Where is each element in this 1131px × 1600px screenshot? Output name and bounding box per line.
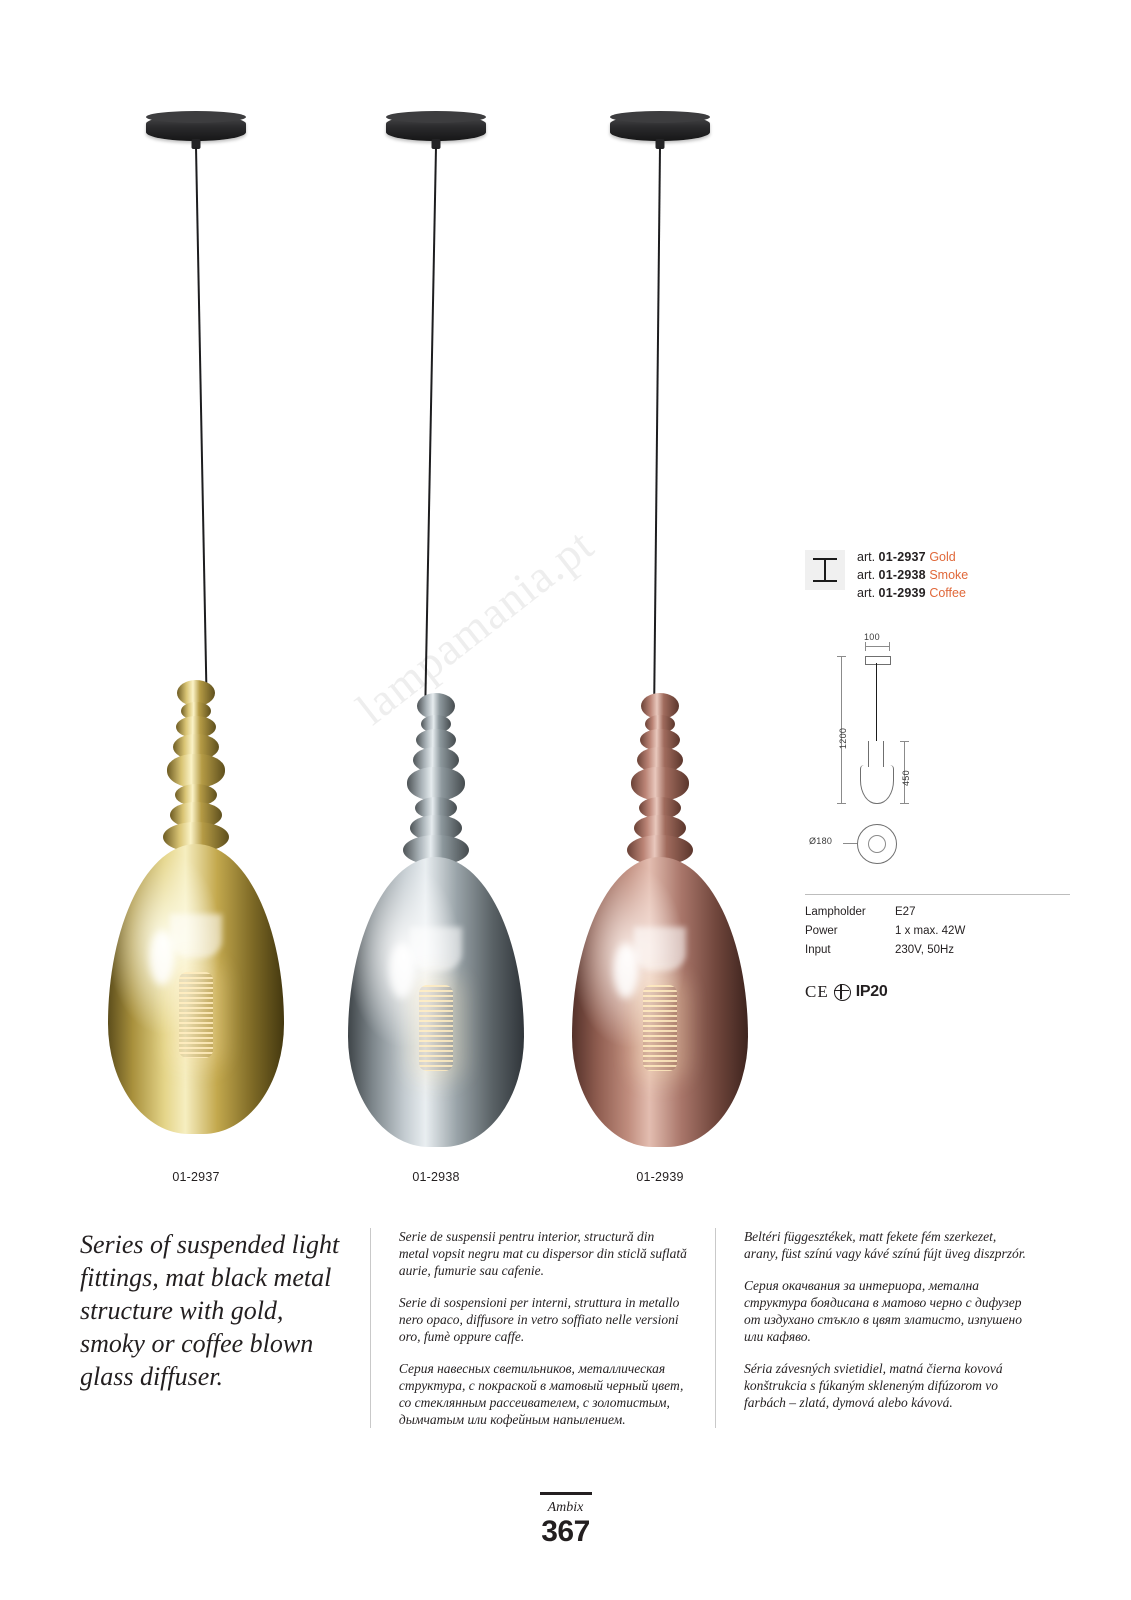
page-footer — [0, 1492, 1131, 1548]
article-row[interactable] — [857, 548, 1085, 566]
paragraph-bg: Серия окачвания за интериора, метална структура боядисана в матово черно с дифузер от издухано стъкло в цвят златисто, изпушено или кафяво. — [743, 1278, 1022, 1344]
description-col-hu-bg-sk — [715, 1228, 1060, 1428]
product-photo-smoke — [316, 95, 556, 1185]
photo-code-label: 01-2939 — [636, 1170, 684, 1184]
canopy — [146, 115, 246, 141]
description-col-ro-it-ru — [370, 1228, 715, 1428]
spec-table — [805, 894, 1070, 960]
glass-neck — [413, 693, 459, 863]
article-row[interactable] — [857, 566, 1085, 584]
glass-bowl — [348, 857, 524, 1147]
art-code: 01-2939 — [878, 586, 926, 600]
spec-key: Power — [805, 925, 838, 937]
ceiling-mount-icon — [805, 550, 845, 590]
art-code: 01-2937 — [878, 550, 926, 564]
suspension-cord — [653, 147, 661, 707]
footer-rule — [540, 1492, 592, 1495]
paragraph-ru: Серия навесных светильников, металлическая структура, с покраской в матовый черный цвет, со стеклянным рассеивателем, с золотистым, дымчатым или кофейным напылением. — [398, 1361, 684, 1427]
photo-code-label: 01-2937 — [172, 1170, 220, 1184]
art-finish: Gold — [929, 550, 956, 564]
ce-mark: CE — [805, 982, 829, 1001]
article-row[interactable] — [857, 584, 1085, 602]
drawing-plan-view — [857, 824, 897, 864]
dim-shade-height: 450 — [901, 770, 911, 786]
suspension-cord — [424, 147, 437, 707]
art-finish: Coffee — [929, 586, 966, 600]
spec-key: Input — [805, 944, 831, 956]
paragraph-ro: Serie de suspensii pentru interior, structură din metal vopsit negru mat cu dispersor din sticlă suflată aurie, fumurie sau cafenie. — [398, 1229, 687, 1278]
suspension-cord — [195, 147, 207, 692]
class-ii-globe-icon — [834, 984, 851, 1001]
filament-bulb — [643, 985, 677, 1071]
spec-row — [805, 903, 1070, 922]
glass-diffuser — [101, 680, 291, 1134]
paragraph-hu: Beltéri függesztékek, matt fekete fém szerkezet, arany, füst színú vagy kávé színú fújt üveg diszprzór. — [743, 1229, 1026, 1261]
headline-text: Series of suspended light fittings, mat black metal structure with gold, smoky or coffee blown glass diffuser. — [80, 1230, 340, 1391]
dimension-drawing — [805, 634, 1075, 884]
dim-canopy-width: 100 — [864, 632, 880, 642]
glass-diffuser — [341, 693, 531, 1147]
spec-value: 230V, 50Hz — [895, 944, 955, 956]
product-image-group — [60, 95, 780, 1185]
photo-code-label: 01-2938 — [412, 1170, 460, 1184]
canopy — [386, 115, 486, 141]
product-photo-coffee — [540, 95, 780, 1185]
spec-column — [805, 548, 1085, 1002]
art-prefix: art. — [857, 550, 876, 564]
glass-bowl — [572, 857, 748, 1147]
article-list — [805, 548, 1085, 604]
certification-marks — [805, 982, 1085, 1002]
ip-rating: IP20 — [855, 983, 888, 1000]
glass-bowl — [108, 844, 284, 1134]
glass-neck — [637, 693, 683, 863]
product-photo-gold — [76, 95, 316, 1185]
paragraph-sk: Séria závesných svietidiel, matná čierna kovová konštrukcia s fúkaným skleneným difúzorom vo farbách – zlatá, dymová alebo kávová. — [743, 1361, 1003, 1410]
paragraph-it: Serie di sospensioni per interni, struttura in metallo nero opaco, diffusore in vetro soffiato nelle versioni oro, fumè oppure caffe. — [398, 1295, 680, 1344]
art-code: 01-2938 — [878, 568, 926, 582]
spec-value: E27 — [895, 906, 916, 918]
spec-value: 1 x max. 42W — [895, 925, 966, 937]
drawing-canopy — [865, 656, 891, 665]
spec-key: Lampholder — [805, 906, 866, 918]
description-col-en — [80, 1228, 370, 1428]
spec-row — [805, 941, 1070, 960]
spec-row — [805, 922, 1070, 941]
filament-bulb — [179, 972, 213, 1058]
description-block — [80, 1228, 1060, 1428]
glass-diffuser — [565, 693, 755, 1147]
dim-total-drop: 1200 — [838, 727, 848, 749]
glass-neck — [173, 680, 219, 850]
dim-diameter: Ø180 — [809, 836, 833, 846]
watermark: lampamania.pt — [346, 518, 604, 735]
canopy — [610, 115, 710, 141]
art-prefix: art. — [857, 586, 876, 600]
drawing-shade — [860, 741, 892, 803]
art-prefix: art. — [857, 568, 876, 582]
series-name: Ambix — [547, 1500, 584, 1515]
drawing-cord — [876, 663, 877, 741]
page-number: 367 — [541, 1515, 590, 1548]
art-finish: Smoke — [929, 568, 969, 582]
filament-bulb — [419, 985, 453, 1071]
